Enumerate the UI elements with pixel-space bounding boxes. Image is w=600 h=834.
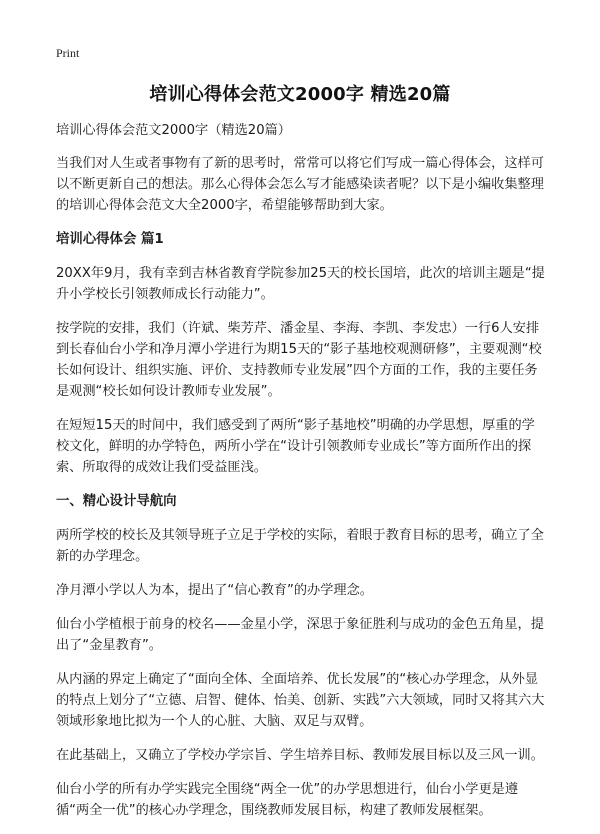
page-title: 培训心得体会范文2000字 精选20篇: [149, 84, 451, 105]
paragraph: 两所学校的校长及其领导班子立足于学校的实际，着眼于教育目标的思考，确立了全新的办学理念。: [56, 528, 544, 564]
print-label[interactable]: Print: [56, 46, 80, 60]
paragraph: 按学院的安排，我们（许斌、柴芳芹、潘金星、李海、李凯、李发忠）一行6人安排到长春仙台小学和净月潭小学进行为期15天的“影子基地校观测研修”，主要观测“校长如何设计、组织实施、评价、支持教师专业发展”四个方面的工作，我的主要任务是观测“校长如何设计教师专业发展”。: [56, 321, 542, 399]
paragraph: 净月潭小学以人为本，提出了“信心教育”的办学理念。: [56, 583, 373, 598]
article-body: [56, 120, 546, 834]
intro-paragraph: 当我们对人生或者事物有了新的思考时，常常可以将它们写成一篇心得体会，这样可以不断更新自己的想法。那么心得体会怎么写才能感染读者呢？以下是小编收集整理的培训心得体会范文大全2000字，希望能够帮助到大家。: [56, 156, 544, 213]
paragraph: 在短短15天的时间中，我们感受到了两所“影子基地校”明确的办学思想，厚重的学校文化，鲜明的办学特色，两所小学在“设计引领教师专业成长”等方面所作出的探索、所取得的成效让我们受益匪浅。: [56, 418, 535, 475]
section-heading-1: 培训心得体会 篇1: [56, 232, 164, 247]
paragraph: 仙台小学植根于前身的校名——金星小学，深思于象征胜利与成功的金色五角星，提出了“金星教育”。: [56, 617, 544, 653]
paragraph: 仙台小学的所有办学实践完全围绕“两全一优”的办学思想进行，仙台小学更是遵循“两全一优”的核心办学理念，围绕教师发展目标，构建了教师发展框架。: [56, 782, 519, 818]
paragraph: 20XX年9月，我有幸到吉林省教育学院参加25天的校长国培，此次的培训主题是“提升小学校长引领教师成长行动能力”。: [56, 266, 545, 302]
paragraph: 从内涵的界定上确定了“面向全体、全面培养、优长发展”的“核心办学理念，从外显的特点上划分了“立德、启智、健体、怡美、创新、实践”六大领域，同时又将其六大领域形象地比拟为一个人的心脏、大脑、双足与双臂。: [56, 672, 545, 729]
paragraph: 在此基础上，又确立了学校办学宗旨、学生培养目标、教师发展目标以及三风一训。: [56, 748, 544, 763]
section-heading-2: 一、精心设计导航向: [56, 494, 177, 509]
article-subtitle: 培训心得体会范文2000字（精选20篇）: [56, 123, 291, 138]
